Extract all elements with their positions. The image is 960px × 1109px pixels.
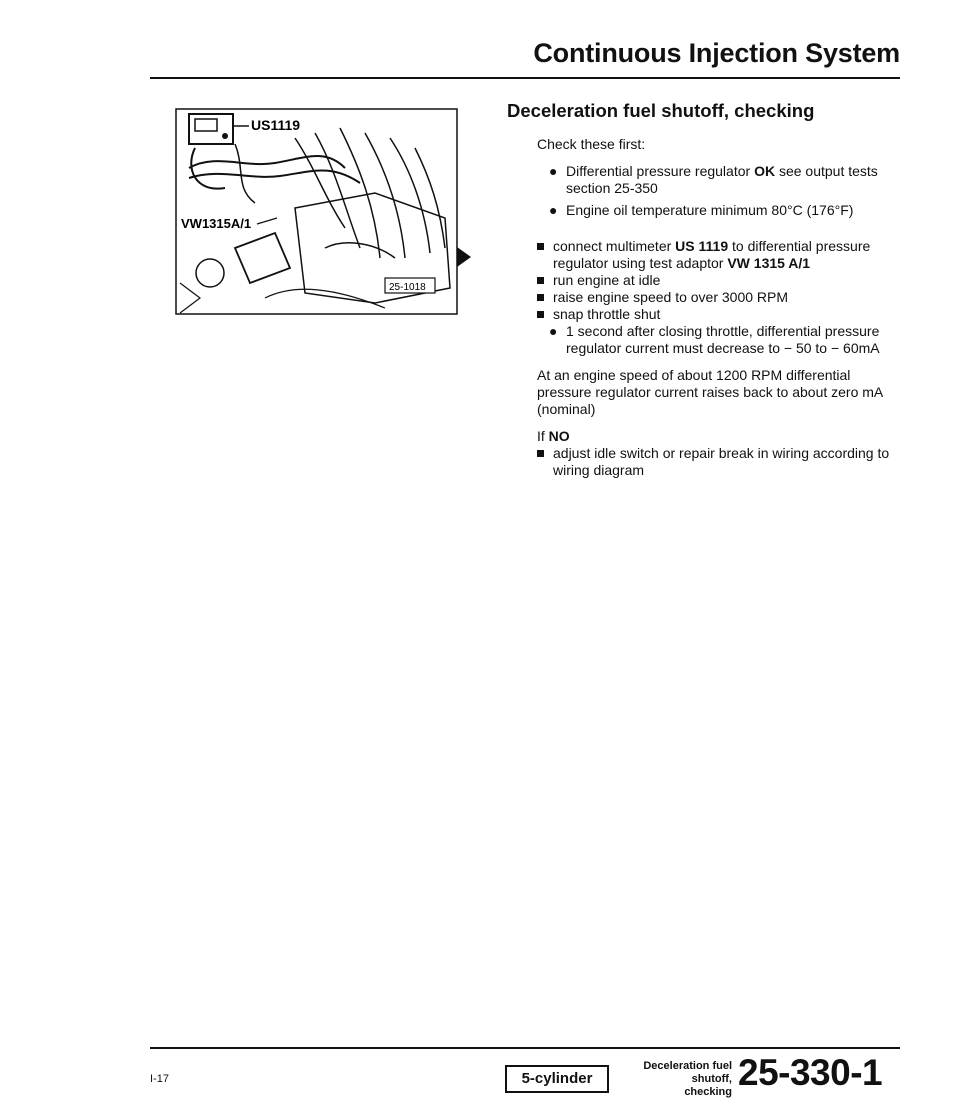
precheck-item: ● Engine oil temperature minimum 80°C (176°F) [549, 202, 854, 218]
figure-pointer-arrow [457, 247, 471, 267]
figure-ref: 25-1018 [389, 282, 426, 293]
fix-item: adjust idle switch or repair break in wiring according to wiring diagram [537, 445, 907, 479]
footer-rule [150, 1047, 900, 1049]
step-item: run engine at idle [537, 272, 907, 289]
section-title: Deceleration fuel shutoff, checking [507, 100, 815, 121]
callout-vw1315a1: VW1315A/1 [181, 216, 252, 231]
page-code: I-17 [150, 1073, 169, 1085]
if-condition: If NO [537, 428, 570, 444]
engine-illustration [175, 108, 458, 315]
square-bullet-icon [537, 294, 544, 301]
header-rule [150, 77, 900, 79]
bullet-icon: ● [549, 163, 558, 179]
step-subitem: ● 1 second after closing throttle, differential pressure regulator current must decrease to − 50 to − 60mA [549, 323, 880, 356]
engine-drawing [175, 108, 458, 315]
intro-text: Check these first: [537, 136, 646, 152]
square-bullet-icon [537, 450, 544, 457]
step-item: raise engine speed to over 3000 RPM [537, 289, 907, 306]
callout-us1119: US1119 [251, 117, 301, 133]
step-item: snap throttle shut [537, 306, 907, 323]
square-bullet-icon [537, 243, 544, 250]
note-paragraph: At an engine speed of about 1200 RPM differential pressure regulator current raises back to about zero mA (nominal) [537, 367, 883, 417]
procedure-section [507, 100, 907, 479]
bullet-icon: ● [549, 323, 558, 339]
footer-description: Deceleration fuel shutoff, checking [643, 1060, 732, 1098]
page-title: Continuous Injection System [533, 38, 900, 68]
page-number: 25-330-1 [738, 1052, 883, 1093]
square-bullet-icon [537, 311, 544, 318]
square-bullet-icon [537, 277, 544, 284]
precheck-item: ● Differential pressure regulator OK see output tests section 25-350 [549, 163, 878, 196]
bullet-icon: ● [549, 202, 558, 218]
step-item: connect multimeter US 1119 to differential pressure regulator using test adaptor VW 1315 A/1 [537, 238, 907, 272]
engine-badge: 5-cylinder [505, 1065, 609, 1093]
